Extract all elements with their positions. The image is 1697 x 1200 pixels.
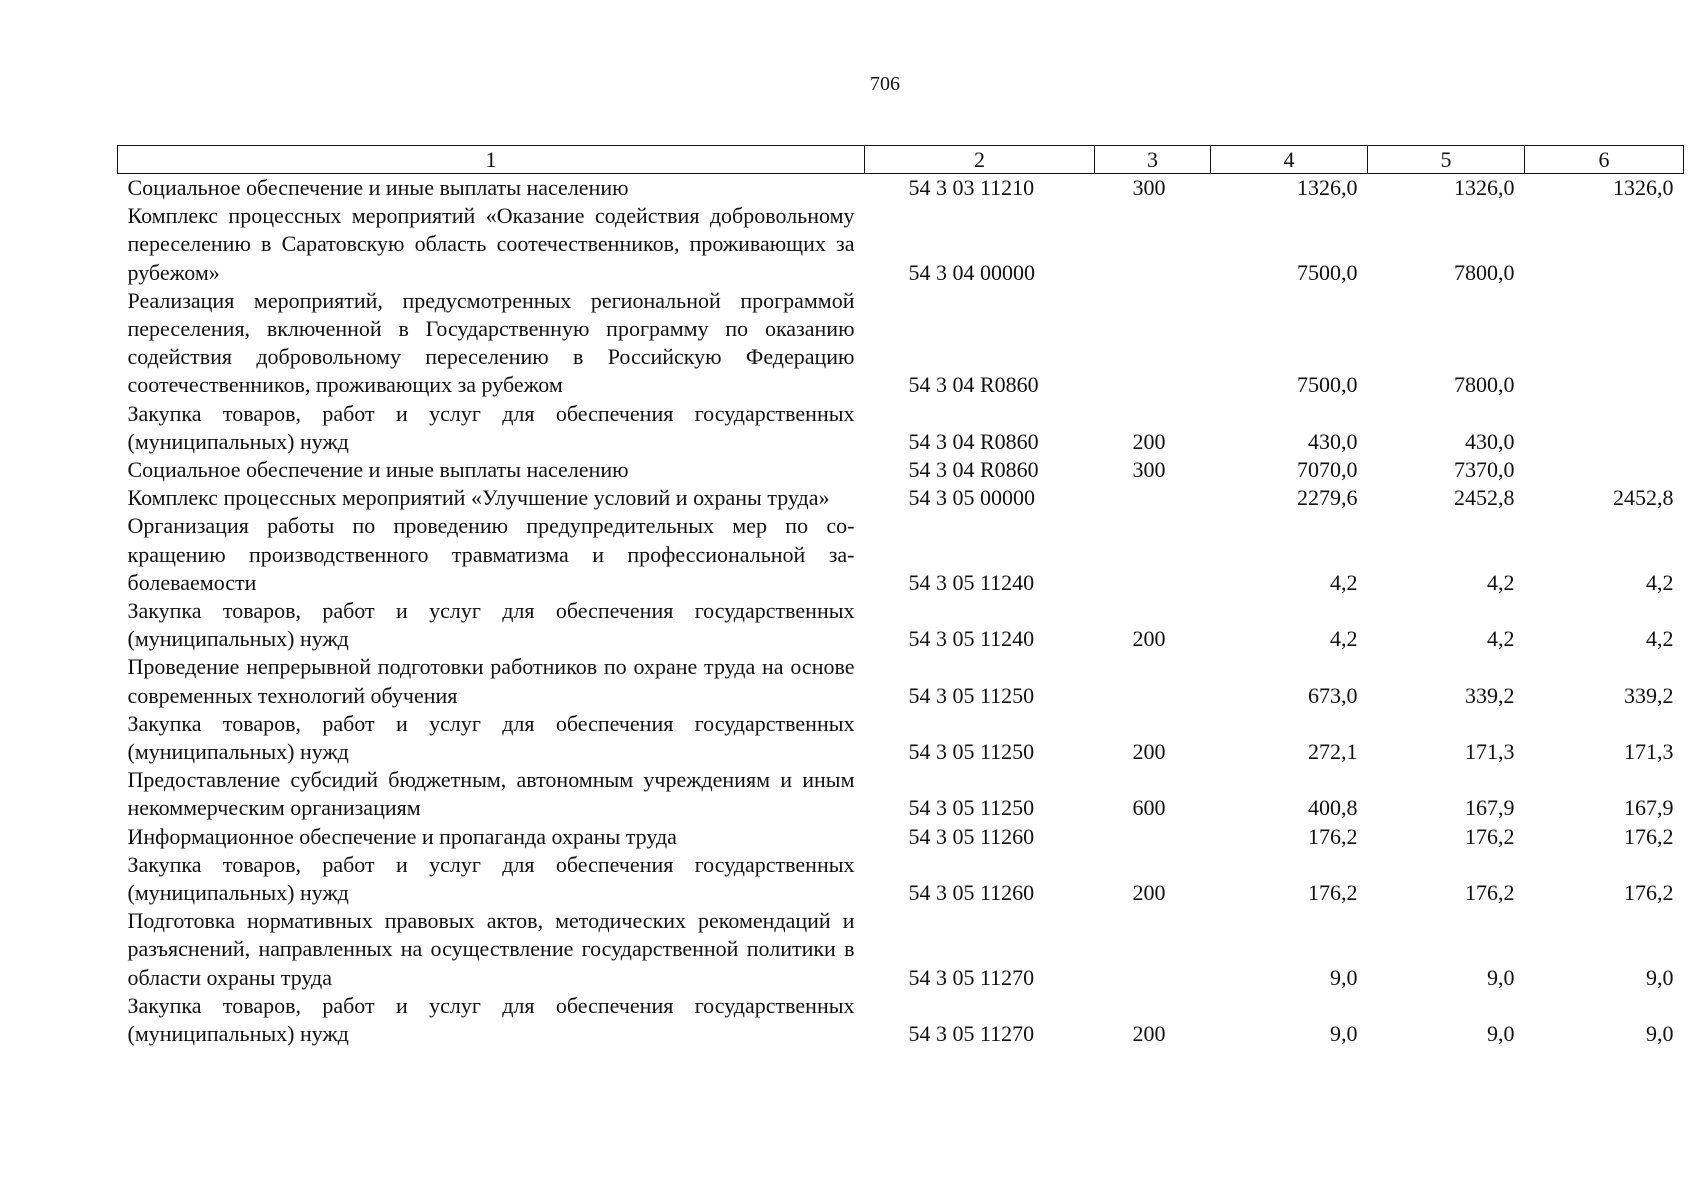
row-value-col-6 [1525,202,1684,287]
row-expense-type [1095,653,1211,709]
row-expense-type: 200 [1132,428,1166,454]
row-expense-type [1095,823,1211,851]
table-row [118,456,1684,484]
row-name: Закупка товаров, работ и услуг для обеспечения государственных (муниципальных) нужд [127,400,855,454]
header-col-4: 4 [1211,146,1368,174]
table-row [118,484,1684,512]
row-name: Подготовка нормативных правовых актов, методических рекомендаций и разъяснений, направленных на осуществление государственной политики в области охраны труда [127,908,855,990]
row-value-col-5: 4,2 [1487,569,1515,595]
row-value-col-6: 176,2 [1624,823,1674,849]
table-row [118,766,1684,822]
row-value-col-6: 4,2 [1646,569,1674,595]
table-row [118,823,1684,851]
header-col-1: 1 [118,146,865,174]
table-row [118,400,1684,456]
row-value-col-6 [1525,456,1684,484]
row-code: 54 3 05 11270 [908,964,1035,990]
row-name: Социальное обеспечение и иные выплаты населению [127,457,629,483]
page-number: 706 [870,73,900,95]
row-expense-type [1095,202,1211,287]
row-code: 54 3 05 11250 [908,682,1035,708]
row-expense-type: 200 [1132,739,1166,765]
row-value-col-6: 339,2 [1624,682,1674,708]
row-value-col-4: 4,2 [1330,626,1358,652]
row-expense-type: 300 [1132,457,1166,483]
row-value-col-5: 1326,0 [1454,175,1515,200]
row-code: 54 3 04 R0860 [908,428,1039,454]
row-value-col-5: 7370,0 [1454,457,1515,483]
row-value-col-6 [1525,287,1684,400]
row-value-col-4: 176,2 [1308,823,1358,849]
row-name: Комплекс процессных мероприятий «Улучшение условий и охраны труда» [127,485,830,511]
row-code: 54 3 05 11240 [908,569,1035,595]
row-expense-type [1095,907,1211,992]
table-row [118,512,1684,597]
table-row [118,202,1684,287]
row-value-col-5: 2452,8 [1454,485,1515,511]
row-value-col-6: 171,3 [1624,739,1674,765]
row-value-col-4: 9,0 [1330,964,1358,990]
header-col-6: 6 [1525,146,1684,174]
row-value-col-5: 9,0 [1487,964,1515,990]
row-value-col-6: 4,2 [1646,626,1674,652]
row-value-col-6 [1525,400,1684,456]
row-name: Закупка товаров, работ и услуг для обеспечения государственных (муниципальных) нужд [127,992,855,1047]
row-value-col-5: 171,3 [1465,739,1515,765]
table-row [118,287,1684,400]
row-code: 54 3 04 R0860 [908,372,1039,398]
row-code: 54 3 05 00000 [908,485,1035,511]
header-col-3: 3 [1095,146,1211,174]
row-name: Закупка товаров, работ и услуг для обеспечения государственных (муниципальных) нужд [127,710,855,765]
row-code: 54 3 05 11270 [908,1021,1035,1047]
row-expense-type [1095,287,1211,400]
row-value-col-6: 9,0 [1646,964,1674,990]
table-body [118,174,1684,1049]
row-value-col-5: 9,0 [1487,1021,1515,1047]
row-expense-type: 200 [1132,626,1166,652]
row-value-col-5: 4,2 [1487,626,1515,652]
row-code: 54 3 04 00000 [908,259,1035,285]
row-code: 54 3 03 11210 [908,175,1035,200]
row-value-col-6: 2452,8 [1613,485,1674,511]
row-value-col-5: 176,2 [1465,880,1515,906]
row-name: Закупка товаров, работ и услуг для обеспечения государственных (муниципальных) нужд [127,598,855,652]
row-expense-type: 300 [1132,175,1166,200]
header-col-5: 5 [1368,146,1525,174]
row-name: Социальное обеспечение и иные выплаты населению [127,175,629,200]
table-row [118,907,1684,992]
row-value-col-4: 400,8 [1308,795,1358,821]
row-value-col-6: 176,2 [1624,880,1674,906]
row-code: 54 3 05 11250 [908,739,1035,765]
row-code: 54 3 05 11240 [908,626,1035,652]
table-row [118,597,1684,653]
row-value-col-4: 430,0 [1308,428,1358,454]
row-value-col-5: 7800,0 [1454,259,1515,285]
row-code: 54 3 05 11260 [908,823,1035,849]
row-value-col-5: 430,0 [1465,428,1515,454]
row-name: Реализация мероприятий, предусмотренных региональной программой переселения, включенной в Государственную программу по оказанию содействия добровольному переселению в Российскую Федерацию соотечественников, проживающих за рубежом [127,287,855,398]
row-name: Организация работы по проведению предупредительных мер по сокращению производственного травматизма и профессиональной заболеваемости [127,513,855,595]
row-value-col-6: 167,9 [1624,795,1674,821]
header-col-2: 2 [865,146,1095,174]
row-value-col-6: 9,0 [1646,1021,1674,1047]
table-header [118,146,1684,174]
row-value-col-4: 272,1 [1308,739,1358,765]
row-value-col-5: 7800,0 [1454,372,1515,398]
header-row [118,146,1684,174]
table-row [118,992,1684,1048]
row-value-col-4: 7500,0 [1297,372,1358,398]
row-value-col-4: 673,0 [1308,682,1358,708]
row-expense-type: 200 [1132,1021,1166,1047]
row-value-col-4: 176,2 [1308,880,1358,906]
row-value-col-6: 1326,0 [1613,175,1674,200]
row-value-col-4: 1326,0 [1297,175,1358,200]
table-row [118,851,1684,907]
row-name: Закупка товаров, работ и услуг для обеспечения государственных (муниципальных) нужд [127,851,855,906]
row-value-col-4: 9,0 [1330,1021,1358,1047]
row-value-col-5: 176,2 [1465,823,1515,849]
row-name: Комплекс процессных мероприятий «Оказание содействия добровольному переселению в Саратовскую область соотечественников, проживающих за рубежом» [127,203,855,285]
row-expense-type [1095,484,1211,512]
row-expense-type: 200 [1132,880,1166,906]
row-name: Информационное обеспечение и пропаганда охраны труда [127,823,677,849]
row-expense-type [1095,512,1211,597]
row-value-col-5: 339,2 [1465,682,1515,708]
row-code: 54 3 05 11250 [908,795,1035,821]
row-name: Предоставление субсидий бюджетным, автономным учреждениям и иным некоммерческим организациям [127,767,855,821]
table-row [118,710,1684,766]
row-expense-type: 600 [1132,795,1166,821]
row-value-col-4: 7070,0 [1297,457,1358,483]
table-row [118,653,1684,709]
row-value-col-5: 167,9 [1465,795,1515,821]
table-row [118,174,1684,203]
row-value-col-4: 2279,6 [1297,485,1358,511]
row-value-col-4: 4,2 [1330,569,1358,595]
row-name: Проведение непрерывной подготовки работников по охране труда на основе современных технологий обучения [127,654,855,708]
row-code: 54 3 04 R0860 [908,457,1039,483]
budget-table [117,145,1684,1048]
row-code: 54 3 05 11260 [908,880,1035,906]
row-value-col-4: 7500,0 [1297,259,1358,285]
